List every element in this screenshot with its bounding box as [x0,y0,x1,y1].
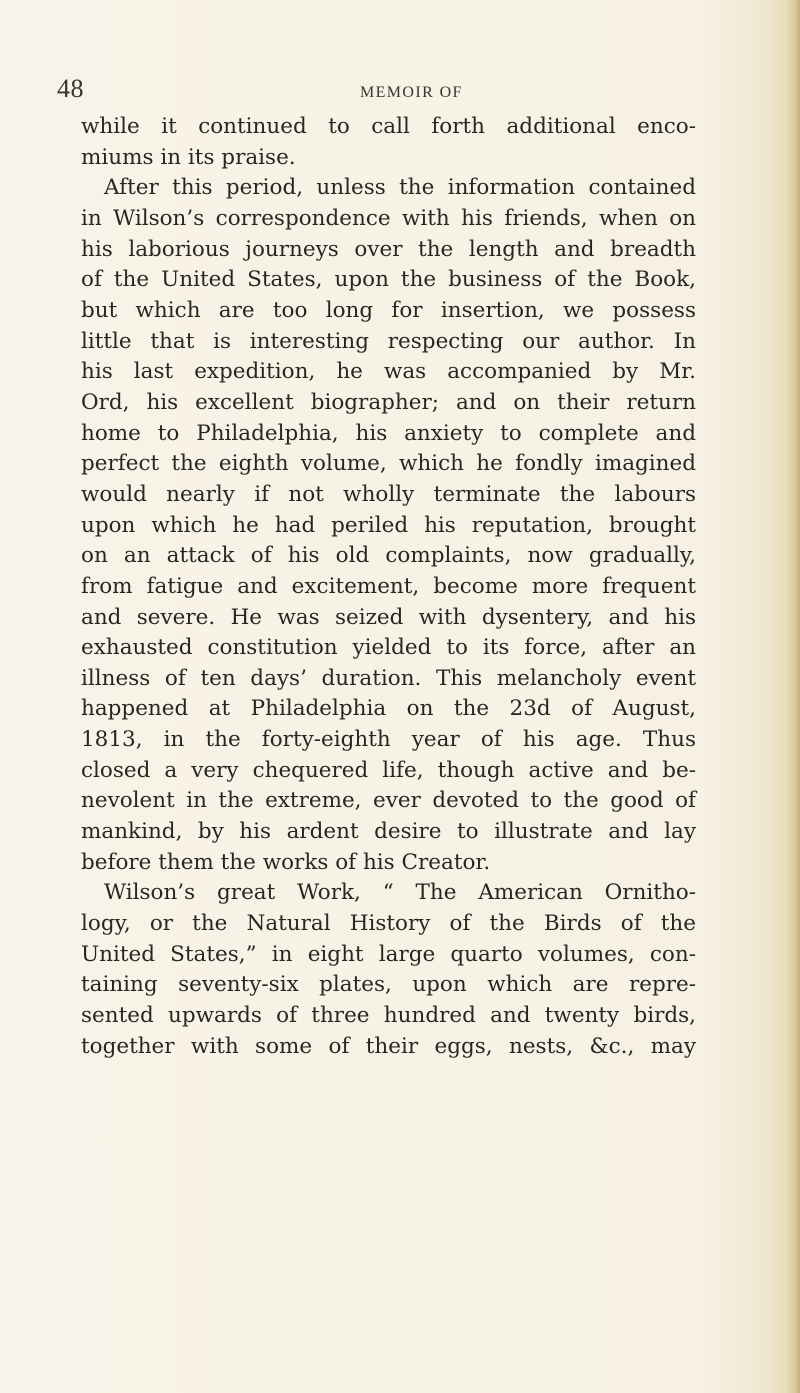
text-line: United States,” in eight large quarto volumes, con- [81,941,696,967]
text-line: his laborious journeys over the length and breadth [81,236,696,262]
text-line: illness of ten days’ duration. This melancholy event [81,665,696,691]
text-line: from fatigue and excitement, become more frequent [81,573,696,599]
text-line: together with some of their eggs, nests, &c., may [81,1033,696,1059]
text-line: home to Philadelphia, his anxiety to complete and [81,420,696,446]
text-line: taining seventy-six plates, upon which are repre- [81,972,696,998]
text-line: his last expedition, he was accompanied by Mr. [81,359,696,385]
text-line: closed a very chequered life, though active and be- [81,757,696,783]
text-line: and severe. He was seized with dysentery, and his [81,604,696,630]
text-line: on an attack of his old complaints, now gradually, [81,543,696,569]
text-line: upon which he had periled his reputation, brought [81,512,696,538]
text-line: in Wilson’s correspondence with his friends, when on [81,205,696,231]
text-line: miums in its praise. [81,144,296,170]
text-line: happened at Philadelphia on the 23d of August, [81,696,696,722]
text-line: After this period, unless the information contained [104,175,696,201]
text-line: before them the works of his Creator. [81,849,491,875]
text-line: but which are too long for insertion, we possess [81,297,696,323]
text-line: Ord, his excellent biographer; and on their return [81,389,696,415]
text-line: sented upwards of three hundred and twenty birds, [81,1003,696,1029]
text-line: little that is interesting respecting our author. In [81,328,696,354]
text-line: exhausted constitution yielded to its force, after an [81,635,696,661]
text-line: nevolent in the extreme, ever devoted to the good of [81,788,696,814]
running-head: MEMOIR OF [360,84,463,101]
text-line: would nearly if not wholly terminate the labours [81,481,696,507]
page-number: 48 [57,74,84,103]
body-text [81,112,696,1062]
text-line: while it continued to call forth additional enco- [81,114,696,139]
text-line: mankind, by his ardent desire to illustrate and lay [81,819,696,845]
text-line: Wilson’s great Work, “ The American Ornitho- [104,880,696,906]
page-edge-shadow [786,0,800,1393]
text-line: perfect the eighth volume, which he fondly imagined [81,451,696,477]
text-line: of the United States, upon the business of the Book, [81,267,696,293]
text-line: 1813, in the forty-eighth year of his age. Thus [81,727,696,753]
text-line: logy, or the Natural History of the Birds of the [81,911,696,937]
